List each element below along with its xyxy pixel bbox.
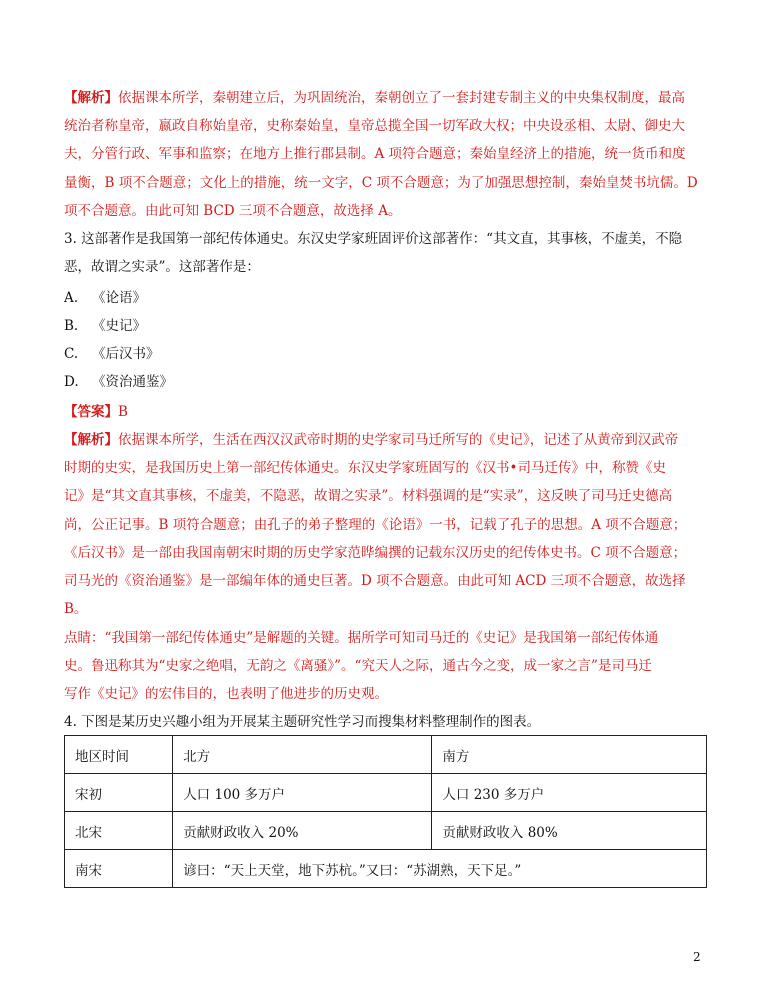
question-4-stem: 4. 下图是某历史兴趣小组为开展某主题研究性学习而搜集材料整理制作的图表。 [64, 714, 541, 730]
table-row [65, 812, 707, 850]
material-table [64, 735, 707, 888]
analysis-line: 尚，公正记事。B 项符合题意；由孔子的弟子整理的《论语》一书，记载了孔子的思想。A 项不合题意； [64, 516, 687, 533]
table-cell: 贡献财政收入 20% [173, 812, 432, 850]
option-text: 《论语》 [92, 290, 146, 306]
analysis-tag: 【解析】 [64, 432, 118, 448]
analysis-line: 时期的史实，是我国历史上第一部纪传体通史。东汉史学家班固写的《汉书•司马迁传》中，称赞《史 [64, 460, 666, 477]
table-header-row [65, 736, 707, 774]
comment-block-q3 [64, 624, 706, 709]
option-d [64, 372, 173, 392]
question-line: 恶，故谓之实录”。这部著作是： [64, 259, 260, 276]
option-text: 《后汉书》 [92, 346, 160, 362]
option-letter: B. [64, 318, 79, 334]
table-cell: 宋初 [65, 774, 173, 812]
analysis-line: 记》是“其文直其事核，不虚美，不隐恶，故谓之实录”。材料强调的是“实录”，这反映了司马迁史德高 [64, 488, 673, 505]
analysis-line: 量衡，B 项不合题意；文化上的措施，统一文字，C 项不合题意；为了加强思想控制，秦始皇焚书坑儒。D [64, 174, 698, 191]
analysis-line: 《后汉书》是一部由我国南朝宋时期的历史学家范晔编撰的记载东汉历史的纪传体史书。C 项不合题意； [64, 544, 687, 561]
analysis-line: 夫，分管行政、军事和监察；在地方上推行郡县制。A 项符合题意；秦始皇经济上的措施，统一货币和度 [64, 146, 686, 163]
analysis-line: B。 [64, 601, 88, 618]
option-letter: A. [64, 290, 79, 306]
table-cell: 贡献财政收入 80% [432, 812, 707, 850]
table-cell: 南宋 [65, 850, 173, 888]
table-cell: 北宋 [65, 812, 173, 850]
analysis-line: 司马光的《资治通鉴》是一部编年体的通史巨著。D 项不合题意。由此可知 ACD 三项不合题意，故选择 [64, 573, 686, 590]
answer-block-q3 [64, 398, 706, 426]
table-header-cell: 南方 [432, 736, 707, 774]
question-3-stem [64, 225, 706, 281]
table-header-cell: 北方 [173, 736, 432, 774]
comment-line: 点睛：“我国第一部纪传体通史”是解题的关键。据所学可知司马迁的《史记》是我国第一部纪传体通 [64, 630, 659, 646]
analysis-tag: 【解析】 [64, 90, 118, 106]
analysis-block-q3 [64, 426, 706, 623]
option-a [64, 288, 146, 308]
table-row [65, 850, 707, 888]
option-c [64, 344, 160, 364]
table-cell-merged: 谚曰：“天上天堂，地下苏杭。”又曰：“苏湖熟，天下足。” [173, 850, 707, 888]
page-number: 2 [693, 950, 701, 964]
analysis-line: 【解析】依据课本所学，秦朝建立后，为巩固统治，秦朝创立了一套封建专制主义的中央集权制度，最高 [64, 90, 685, 106]
analysis-block-q2 [64, 84, 706, 225]
table-header-cell: 地区时间 [65, 736, 173, 774]
comment-line: 史。鲁迅称其为“史家之绝唱，无韵之《离骚》”。“究天人之际，通古今之变，成一家之言”是司马迁 [64, 658, 652, 675]
answer-value: B [118, 404, 128, 420]
table-row [65, 774, 707, 812]
analysis-line: 项不合题意。由此可知 BCD 三项不合题意，故选择 A。 [64, 202, 402, 219]
option-letter: C. [64, 346, 79, 362]
analysis-line: 统治者称皇帝，嬴政自称始皇帝，史称秦始皇，皇帝总揽全国一切军政大权；中央设丞相、太尉、御史大 [64, 118, 685, 135]
comment-line: 写作《史记》的宏伟目的，也表明了他进步的历史观。 [64, 686, 388, 703]
option-text: 《史记》 [92, 318, 146, 334]
table-cell: 人口 100 多万户 [173, 774, 432, 812]
option-b [64, 316, 146, 336]
answer-tag: 【答案】 [64, 404, 118, 420]
option-letter: D. [64, 374, 79, 390]
option-text: 《资治通鉴》 [92, 374, 173, 390]
table-cell: 人口 230 多万户 [432, 774, 707, 812]
question-line: 3. 这部著作是我国第一部纪传体通史。东汉史学家班固评价这部著作：“其文直，其事核，不虚美，不隐 [64, 231, 683, 247]
analysis-line: 【解析】依据课本所学，生活在西汉汉武帝时期的史学家司马迁所写的《史记》，记述了从黄帝到汉武帝 [64, 432, 679, 448]
